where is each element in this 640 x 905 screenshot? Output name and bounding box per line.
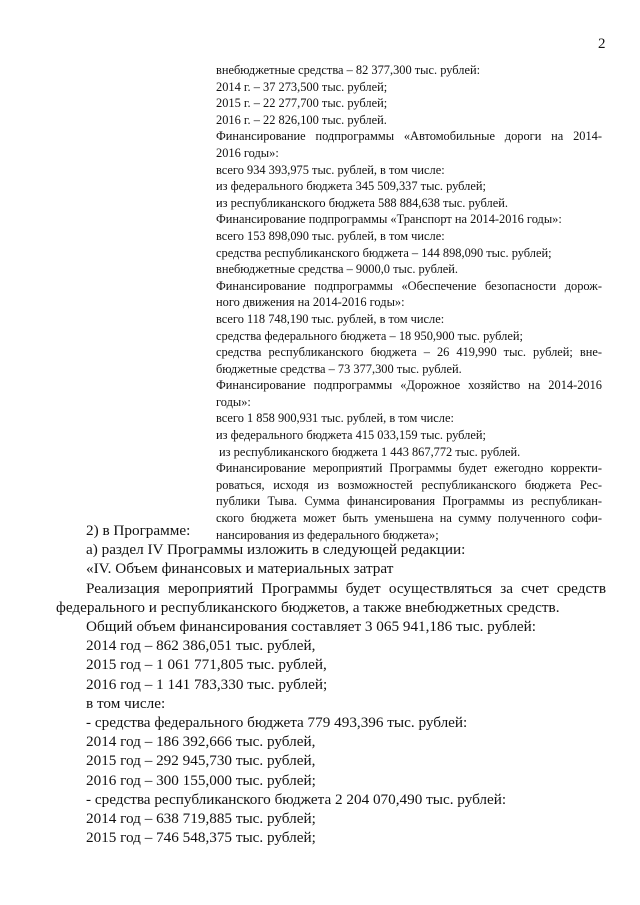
text-line: в том числе:	[86, 694, 166, 712]
financing-subprograms-block	[216, 62, 602, 543]
text-line: из республиканского бюджета 1 443 867,772 тыс. рублей.	[219, 444, 521, 459]
text-line: - средства федерального бюджета 779 493,396 тыс. рублей:	[86, 714, 468, 732]
text-line: 2016 годы»:	[216, 145, 279, 160]
text-line: - средства республиканского бюджета 2 204 070,490 тыс. рублей:	[86, 790, 507, 808]
text-line: Финансирование подпрограммы «Обеспечение безопасности дорож-	[216, 278, 602, 293]
text-line: средства республиканского бюджета – 144 898,090 тыс. рублей;	[216, 245, 552, 260]
text-line: Финансирование подпрограммы «Автомобильные дороги на 2014-	[216, 129, 602, 144]
text-line: Финансирование подпрограммы «Дорожное хозяйство на 2014-2016	[216, 378, 602, 393]
text-line: 2014 год – 638 719,885 тыс. рублей;	[86, 810, 316, 828]
text-line: Общий объем финансирования составляет 3 065 941,186 тыс. рублей:	[86, 618, 536, 636]
program-amendment-block	[56, 521, 606, 847]
text-line: из федерального бюджета 345 509,337 тыс. рублей;	[216, 179, 486, 194]
text-line: федерального и республиканского бюджетов, а также внебюджетных средств.	[56, 598, 560, 616]
text-line: всего 153 898,090 тыс. рублей, в том числе:	[216, 228, 445, 243]
text-line: Финансирование мероприятий Программы будет ежегодно корректи-	[216, 461, 602, 476]
text-line: роваться, исходя из возможностей республиканского бюджета Рес-	[216, 477, 602, 492]
text-line: ского бюджета может быть уменьшена на сумму полученного софи-	[216, 511, 602, 526]
text-line: 2016 г. – 22 826,100 тыс. рублей.	[216, 112, 387, 127]
text-line: Реализация мероприятий Программы будет осуществляться за счет средств	[86, 579, 606, 597]
text-line: 2015 год – 1 061 771,805 тыс. рублей,	[86, 656, 327, 674]
text-line: 2014 год – 862 386,051 тыс. рублей,	[86, 637, 316, 655]
text-line: из республиканского бюджета 588 884,638 тыс. рублей.	[216, 195, 508, 210]
text-line: 2016 год – 1 141 783,330 тыс. рублей;	[86, 675, 328, 693]
text-line: Финансирование подпрограммы «Транспорт на 2014-2016 годы»:	[216, 212, 562, 227]
text-line: нансирования из федерального бюджета»;	[216, 527, 439, 542]
text-line: публики Тыва. Сумма финансирования Программы из республикан-	[216, 494, 602, 509]
text-line: 2015 год – 746 548,375 тыс. рублей;	[86, 829, 316, 847]
text-line: внебюджетные средства – 82 377,300 тыс. рублей:	[216, 63, 481, 77]
text-line: 2014 год – 186 392,666 тыс. рублей,	[86, 733, 316, 751]
text-line: средства республиканского бюджета – 26 419,990 тыс. рублей; вне-	[216, 345, 602, 360]
text-line: ного движения на 2014-2016 годы»:	[216, 295, 405, 310]
page-number: 2	[598, 36, 606, 52]
section-heading: «IV. Объем финансовых и материальных затрат	[86, 560, 394, 578]
text-line: внебюджетные средства – 9000,0 тыс. рублей.	[216, 262, 458, 277]
text-line: бюджетные средства – 73 377,300 тыс. рублей.	[216, 361, 462, 376]
text-line: средства федерального бюджета – 18 950,900 тыс. рублей;	[216, 328, 523, 343]
text-line: всего 1 858 900,931 тыс. рублей, в том числе:	[216, 411, 454, 426]
text-line: из федерального бюджета 415 033,159 тыс. рублей;	[216, 428, 486, 443]
text-line: всего 934 393,975 тыс. рублей, в том числе:	[216, 162, 445, 177]
text-line: 2015 г. – 22 277,700 тыс. рублей;	[216, 96, 388, 111]
text-line: 2014 г. – 37 273,500 тыс. рублей;	[216, 79, 388, 94]
text-line: годы»:	[216, 394, 251, 409]
text-line: 2) в Программе:	[86, 522, 191, 539]
text-line: всего 118 748,190 тыс. рублей, в том числе:	[216, 311, 445, 326]
text-line: а) раздел IV Программы изложить в следующей редакции:	[86, 541, 466, 559]
text-line: 2015 год – 292 945,730 тыс. рублей,	[86, 752, 316, 770]
text-line: 2016 год – 300 155,000 тыс. рублей;	[86, 771, 316, 789]
